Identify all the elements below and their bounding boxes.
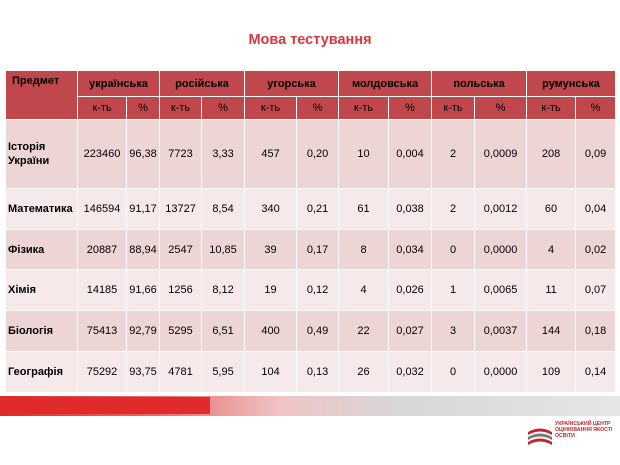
count-cell: 4781 — [160, 352, 202, 393]
lang-header: російська — [160, 71, 245, 97]
table-row — [6, 120, 616, 189]
percent-cell: 0,026 — [389, 270, 432, 311]
count-cell: 39 — [245, 229, 297, 270]
percent-cell: 0,0000 — [475, 352, 527, 393]
table-row — [6, 229, 616, 270]
count-cell: 61 — [339, 188, 389, 229]
table-row — [6, 270, 616, 311]
percent-cell: 91,17 — [127, 188, 160, 229]
count-cell: 19 — [245, 270, 297, 311]
percent-cell: 0,004 — [389, 120, 432, 189]
percent-cell: 0,02 — [576, 229, 616, 270]
count-header: к-ть — [160, 97, 202, 120]
count-cell: 223460 — [78, 120, 127, 189]
percent-cell: 0,027 — [389, 311, 432, 352]
percent-cell: 0,0012 — [475, 188, 527, 229]
percent-cell: 0,18 — [576, 311, 616, 352]
percent-cell: 0,07 — [576, 270, 616, 311]
percent-cell: 6,51 — [202, 311, 245, 352]
percent-cell: 91,66 — [127, 270, 160, 311]
count-cell: 10 — [339, 120, 389, 189]
subject-cell: Математика — [6, 188, 78, 229]
logo-text: УКРАЇНСЬКИЙ ЦЕНТР ОЦІНЮВАННЯ ЯКОСТІ ОСВІТИ — [555, 421, 613, 440]
percent-cell: 0,034 — [389, 229, 432, 270]
lang-header: польська — [432, 71, 527, 97]
percent-header: % — [475, 97, 527, 120]
percent-cell: 0,12 — [297, 270, 339, 311]
percent-cell: 0,20 — [297, 120, 339, 189]
subject-cell: Географія — [6, 352, 78, 393]
subject-header: Предмет — [6, 71, 78, 120]
percent-cell: 0,0065 — [475, 270, 527, 311]
percent-cell: 0,0009 — [475, 120, 527, 189]
count-cell: 75292 — [78, 352, 127, 393]
count-cell: 8 — [339, 229, 389, 270]
percent-cell: 0,21 — [297, 188, 339, 229]
count-cell: 13727 — [160, 188, 202, 229]
count-cell: 4 — [527, 229, 576, 270]
count-cell: 146594 — [78, 188, 127, 229]
count-cell: 11 — [527, 270, 576, 311]
count-cell: 22 — [339, 311, 389, 352]
count-header: к-ть — [432, 97, 475, 120]
count-cell: 1 — [432, 270, 475, 311]
percent-cell: 96,38 — [127, 120, 160, 189]
percent-header: % — [389, 97, 432, 120]
percent-cell: 0,032 — [389, 352, 432, 393]
footer-accent-bar — [0, 397, 210, 414]
count-cell: 109 — [527, 352, 576, 393]
lang-header: угорська — [245, 71, 339, 97]
percent-cell: 3,33 — [202, 120, 245, 189]
lang-header: румунська — [527, 71, 616, 97]
subject-cell: Історія України — [6, 120, 78, 189]
count-cell: 60 — [527, 188, 576, 229]
count-header: к-ть — [245, 97, 297, 120]
subject-cell: Фізика — [6, 229, 78, 270]
count-cell: 4 — [339, 270, 389, 311]
percent-cell: 0,038 — [389, 188, 432, 229]
count-cell: 104 — [245, 352, 297, 393]
subject-cell: Біологія — [6, 311, 78, 352]
count-cell: 26 — [339, 352, 389, 393]
count-cell: 400 — [245, 311, 297, 352]
percent-header: % — [297, 97, 339, 120]
count-cell: 2 — [432, 120, 475, 189]
table-row — [6, 352, 616, 393]
percent-cell: 0,09 — [576, 120, 616, 189]
percent-header: % — [576, 97, 616, 120]
logo-mark-icon — [527, 423, 553, 447]
percent-cell: 0,0000 — [475, 229, 527, 270]
subject-cell: Хімія — [6, 270, 78, 311]
lang-header: молдовська — [339, 71, 432, 97]
count-cell: 14185 — [78, 270, 127, 311]
count-cell: 3 — [432, 311, 475, 352]
percent-cell: 0,49 — [297, 311, 339, 352]
count-cell: 1256 — [160, 270, 202, 311]
percent-cell: 88,94 — [127, 229, 160, 270]
percent-cell: 5,95 — [202, 352, 245, 393]
percent-cell: 0,17 — [297, 229, 339, 270]
percent-cell: 8,54 — [202, 188, 245, 229]
percent-cell: 0,0037 — [475, 311, 527, 352]
slide-title: Мова тестування — [248, 32, 372, 48]
ucoyo-logo — [527, 421, 617, 451]
count-cell: 75413 — [78, 311, 127, 352]
count-header: к-ть — [339, 97, 389, 120]
count-cell: 2547 — [160, 229, 202, 270]
count-cell: 7723 — [160, 120, 202, 189]
count-cell: 5295 — [160, 311, 202, 352]
count-cell: 457 — [245, 120, 297, 189]
percent-cell: 0,14 — [576, 352, 616, 393]
count-cell: 2 — [432, 188, 475, 229]
percent-cell: 8,12 — [202, 270, 245, 311]
count-cell: 0 — [432, 352, 475, 393]
count-cell: 20887 — [78, 229, 127, 270]
count-cell: 0 — [432, 229, 475, 270]
language-table — [5, 70, 616, 393]
count-header: к-ть — [527, 97, 576, 120]
percent-cell: 93,75 — [127, 352, 160, 393]
percent-cell: 0,13 — [297, 352, 339, 393]
percent-cell: 0,04 — [576, 188, 616, 229]
table-row — [6, 311, 616, 352]
count-header: к-ть — [78, 97, 127, 120]
percent-cell: 10,85 — [202, 229, 245, 270]
table-row — [6, 188, 616, 229]
count-cell: 208 — [527, 120, 576, 189]
percent-header: % — [127, 97, 160, 120]
lang-header: українська — [78, 71, 160, 97]
count-cell: 144 — [527, 311, 576, 352]
percent-cell: 92,79 — [127, 311, 160, 352]
count-cell: 340 — [245, 188, 297, 229]
percent-header: % — [202, 97, 245, 120]
